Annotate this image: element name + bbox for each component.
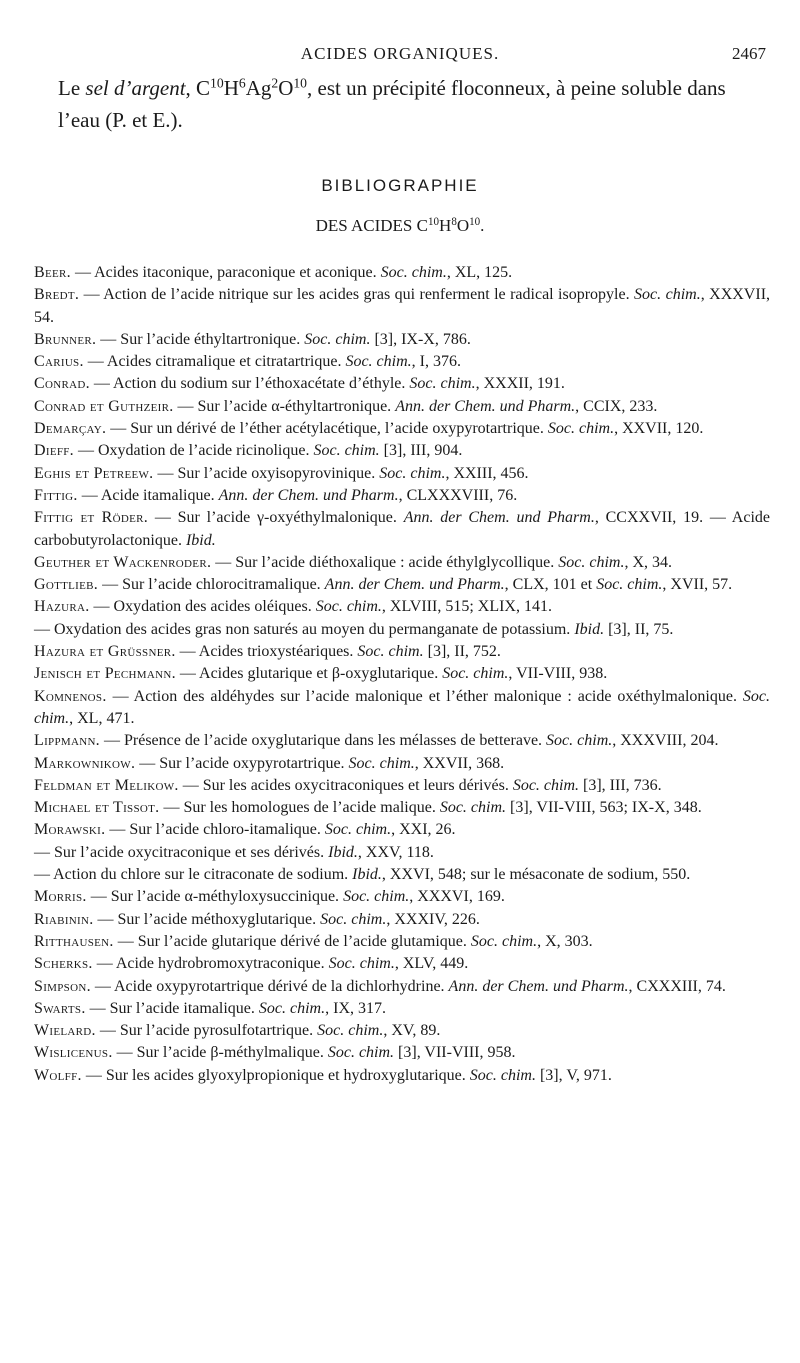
entry-text: — Sur l’acide pyrosulfotartrique. [95, 1022, 318, 1040]
entry-journal: Soc. chim. [34, 687, 770, 727]
bibliography-entry [34, 686, 770, 731]
intro-paragraph: Le sel d’argent, $C^{10}H^6Ag^2O^{10}$, est un précipité floconneux, à peine soluble dans l’eau (P. et E.). [58, 75, 726, 132]
entry-reference: [3], III, 904. [379, 442, 463, 460]
entry-reference: , XLVIII, 515; XLIX, 141. [381, 598, 552, 616]
entry-reference: , XXV, 118. [357, 843, 434, 861]
bibliography-entry [34, 998, 770, 1020]
bibliography-entry [34, 909, 770, 931]
bibliography-entry [34, 730, 770, 752]
entry-text: — Sur un dérivé de l’éther acétylacétique, l’acide oxypyrotartrique. [106, 420, 548, 438]
entry-journal: Soc. chim. [343, 888, 410, 906]
entry-text: — Sur l’acide α-éthyltartronique. [173, 397, 396, 415]
bibliography-entry [34, 976, 770, 998]
bibliography-entry [34, 485, 770, 507]
entry-text: — Acides glutarique et β-oxyglutarique. [175, 665, 443, 683]
bibliography-title: BIBLIOGRAPHIE [321, 176, 479, 195]
entry-author: Michael et Tissot. [34, 799, 160, 817]
entry-text: — Oxydation des acides oléiques. [89, 598, 316, 616]
entry-text: — Action des aldéhydes sur l’acide malonique et l’éther malonique : acide oxéthylmalonique. [106, 687, 743, 705]
entry-reference: [3], V, 971. [535, 1066, 612, 1084]
bibliography-entry [34, 440, 770, 462]
entry-reference: , X, 303. [537, 932, 593, 950]
entry-author: Demarçay. [34, 420, 107, 438]
entry-author: Lippmann. [34, 732, 100, 750]
entry-text: — Sur l’acide oxypyrotartrique. [135, 754, 349, 772]
entry-journal: Soc. chim. [317, 1022, 384, 1040]
entry-author: Feldman et Melikow. [34, 776, 179, 794]
entry-journal: Ibid. [328, 843, 358, 861]
entry-reference: [3], IX-X, 786. [370, 330, 471, 348]
entry-text: — Sur les acides glyoxylpropionique et hydroxyglutarique. [81, 1066, 470, 1084]
entry-author: Dieff. [34, 442, 74, 460]
entry-author: Simpson. [34, 977, 91, 995]
entry-author: Wolff. [34, 1066, 82, 1084]
entry-reference: [3], VII-VIII, 563; IX-X, 348. [506, 799, 702, 817]
entry-reference: , XVII, 57. [662, 576, 733, 594]
entry-reference: , XXXII, 191. [475, 375, 565, 393]
entry-text: — Sur l’acide chlorocitramalique. [98, 576, 325, 594]
bibliography-entry [34, 396, 770, 418]
entry-author: Jenisch et Pechmann. [34, 665, 176, 683]
entry-journal: Soc. chim. [345, 353, 412, 371]
entry-journal: Soc. chim. [348, 754, 415, 772]
entry-reference: [3], II, 75. [604, 620, 674, 638]
entry-reference: [3], III, 736. [579, 776, 662, 794]
entry-text: — Présence de l’acide oxyglutarique dans les mélasses de betterave. [99, 732, 547, 750]
entry-reference: [3], VII-VIII, 958. [394, 1044, 516, 1062]
entry-author: Eghis et Petreew. [34, 464, 154, 482]
bibliography-entry [34, 775, 770, 797]
entry-journal: Soc. chim. [258, 999, 326, 1017]
entry-reference: , XXVI, 548; sur le mésaconate de sodium, 550. [381, 866, 691, 884]
entry-text: — Oxydation des acides gras non saturés au moyen du permanganate de potassium. [34, 620, 575, 638]
entry-reference: , XXVII, 368. [414, 754, 505, 772]
bibliography-entry [34, 552, 770, 574]
entry-journal: Soc. chim. [304, 330, 371, 348]
entry-text: — Acide oxypyrotartrique dérivé de la dichlorhydrine. [90, 977, 449, 995]
entry-journal: Soc. chim. [315, 598, 382, 616]
bibliography-entry [34, 931, 770, 953]
bibliography-entry [34, 418, 770, 440]
entry-author: Morris. [34, 888, 87, 906]
entry-text: — Acide hydrobromoxytraconique. [92, 955, 329, 973]
entry-reference: , XXI, 26. [391, 821, 456, 839]
entry-journal: Soc. chim. [512, 776, 580, 794]
entry-author: Hazura. [34, 598, 90, 616]
entry-reference: , XL, 471. [69, 709, 135, 727]
entry-text: — Acides citramalique et citratartrique. [83, 353, 346, 371]
entry-journal: Soc. chim. [313, 442, 380, 460]
entry-journal: Ann. der Chem. und Pharm. [448, 977, 629, 995]
entry-text: — Sur l’acide oxyisopyrovinique. [153, 464, 380, 482]
intro-text-end: , est un précipité floconneux, à peine soluble dans l’eau (P. et E.). [58, 76, 726, 132]
entry-journal: Ann. der Chem. und Pharm. [395, 397, 576, 415]
entry-reference: , XXVII, 120. [614, 420, 704, 438]
entry-journal: Soc. chim. [634, 286, 701, 304]
entry-reference: , XXIII, 456. [445, 464, 529, 482]
entry-text: — Action de l’acide nitrique sur les acides gras qui renferment le radical isopropyle. [79, 286, 635, 304]
entry-reference: , X, 34. [624, 553, 673, 571]
entry-reference: , CLX, 101 et [504, 576, 597, 594]
bibliography-entry [34, 886, 770, 908]
entry-journal: Soc. chim. [328, 955, 395, 973]
entry-reference: , XXXIV, 226. [386, 910, 480, 928]
entry-text: — Action du sodium sur l’éthoxacétate d’éthyle. [89, 375, 410, 393]
entry-text: — Sur les acides oxycitraconiques et leurs dérivés. [178, 776, 513, 794]
entry-text: — Action du chlore sur le citraconate de sodium. [34, 866, 353, 884]
entry-reference: , CXXXIII, 74. [628, 977, 726, 995]
entry-author: Gottlieb. [34, 576, 99, 594]
bibliography-entry [34, 284, 770, 329]
entry-reference: [3], II, 752. [423, 643, 501, 661]
running-title: ACIDES ORGANIQUES. [300, 44, 500, 63]
page-number: 2467 [732, 44, 766, 63]
entry-author: Bredt. [34, 286, 80, 304]
entry-journal: Soc. chim. [379, 464, 446, 482]
entry-text: — Sur l’acide α-méthyloxysuccinique. [86, 888, 344, 906]
entry-reference: , XV, 89. [383, 1022, 441, 1040]
intro-italic: sel d’argent [85, 76, 186, 100]
bibliography-entry [34, 1020, 770, 1042]
entry-reference: , XL, 125. [446, 264, 513, 281]
bibliography-entry [34, 262, 770, 284]
entry-journal: Soc. chim. [469, 1066, 536, 1084]
entry-author: Conrad. [34, 375, 90, 393]
entry-text: — Sur l’acide méthoxyglutarique. [93, 910, 321, 928]
bibliography-entry [34, 663, 770, 685]
entry-journal: Ibid. [574, 620, 605, 638]
entry-reference: , XLV, 449. [394, 955, 469, 973]
entry-text: — Sur l’acide glutarique dérivé de l’acide glutamique. [113, 932, 471, 950]
bibliography-entry [34, 864, 770, 886]
entry-author: Brunner. [34, 330, 97, 348]
entry-journal: Soc. chim. [547, 420, 615, 438]
entry-reference: , I, 376. [411, 353, 461, 371]
entry-author: Komnenos. [34, 687, 107, 705]
entry-author: Beer. [34, 264, 71, 281]
entry-text: — Sur l’acide oxycitraconique et ses dérivés. [34, 843, 329, 861]
bibliography-entry [34, 753, 770, 775]
entry-journal: Soc. chim. [558, 553, 625, 571]
bibliography-entry [34, 574, 770, 596]
entry-journal: Soc. chim. [324, 821, 392, 839]
entry-reference: , CLXXXVIII, 76. [398, 486, 518, 504]
entry-journal: Soc. chim. [439, 799, 507, 817]
entry-reference: , IX, 317. [325, 999, 386, 1017]
entry-reference: , XXXVIII, 204. [612, 732, 719, 750]
entry-author: Fittig. [34, 486, 78, 504]
bibliography-entry [34, 463, 770, 485]
entry-journal: Ann. der Chem. und Pharm. [403, 509, 595, 527]
bibliography-entry [34, 953, 770, 975]
entry-author: Markownikow. [34, 754, 136, 772]
entry-journal: Soc. chim. [546, 732, 613, 750]
bibliography-entry [34, 819, 770, 841]
entry-text: — Sur les homologues de l’acide malique. [159, 799, 440, 817]
bibliography-entry [34, 797, 770, 819]
entry-reference: , XXXVII, 54. [34, 286, 771, 326]
bibliography-entry [34, 1065, 770, 1087]
entry-author: Fittig et Röder. [34, 509, 149, 527]
entry-text: — Sur l’acide itamalique. [85, 999, 259, 1017]
entry-author: Riabinin. [34, 910, 94, 928]
bibliography-subtitle: DES ACIDES $C^{10}H^8O^{10}$. [315, 215, 485, 235]
entry-reference: , XXXVI, 169. [409, 888, 505, 906]
bibliography-entry [34, 351, 770, 373]
entry-journal: Soc. chim. [409, 375, 476, 393]
entry-text: — Acides trioxystéariques. [175, 643, 358, 661]
bibliography-entry [34, 596, 770, 618]
entry-text: — Sur l’acide chloro-itamalique. [105, 821, 325, 839]
entry-journal: Ibid. [185, 531, 216, 549]
bibliography-entry [34, 329, 770, 351]
entry-journal: Soc. chim. [380, 264, 447, 281]
entry-author: Wislicenus. [34, 1044, 113, 1062]
entry-text: — Oxydation de l’acide ricinolique. [73, 442, 314, 460]
entry-journal: Ann. der Chem. und Pharm. [324, 576, 505, 594]
entry-author: Carius. [34, 353, 84, 371]
entry-author: Swarts. [34, 999, 86, 1017]
bibliography-entry [34, 842, 770, 864]
entry-author: Ritthausen. [34, 932, 114, 950]
entry-text: — Acides itaconique, paraconique et aconique. [70, 264, 381, 281]
bibliography-entry [34, 1042, 770, 1064]
entry-journal: Soc. chim. [327, 1044, 395, 1062]
bibliography-entry [34, 641, 770, 663]
entry-author: Morawski. [34, 821, 106, 839]
entry-journal: Soc. chim. [470, 932, 538, 950]
entry-text: — Acide itamalique. [77, 486, 219, 504]
bibliography-entry [34, 507, 770, 552]
entry-journal: Ibid. [352, 866, 382, 884]
entry-author: Conrad et Guthzeir. [34, 397, 174, 415]
intro-text-start: Le [58, 76, 86, 100]
entry-author: Scherks. [34, 955, 93, 973]
entry-author: Wielard. [34, 1022, 96, 1040]
entry-reference: , VII-VIII, 938. [508, 665, 608, 683]
entry-text: — Sur l’acide éthyltartronique. [96, 330, 305, 348]
silver-salt-formula: $C^{10}H^6Ag^2O^{10}$ [196, 75, 307, 100]
bibliography-list [34, 262, 770, 1087]
entry-journal: Soc. chim. [442, 665, 509, 683]
entry-text: — Sur l’acide diéthoxalique : acide éthylglycollique. [211, 553, 559, 571]
entry-text: — Sur l’acide γ-oxyéthylmalonique. [148, 509, 404, 527]
bibliography-entry [34, 373, 770, 395]
bibliography-entry [34, 619, 770, 641]
entry-text: — Sur l’acide β-méthylmalique. [112, 1044, 328, 1062]
entry-journal: Soc. chim. [320, 910, 387, 928]
entry-journal: Ann. der Chem. und Pharm. [218, 486, 399, 504]
entry-reference: , CCIX, 233. [575, 397, 658, 415]
entry-journal: Soc. chim. [357, 643, 424, 661]
page-header [0, 44, 800, 70]
entry-author: Geuther et Wackenroder. [34, 553, 212, 571]
entry-author: Hazura et Grüssner. [34, 643, 176, 661]
entry-journal: Soc. chim. [596, 576, 663, 594]
entry-reference: , CCXXVII, 19. — Acide carbobutyrolactonique. [34, 509, 770, 549]
